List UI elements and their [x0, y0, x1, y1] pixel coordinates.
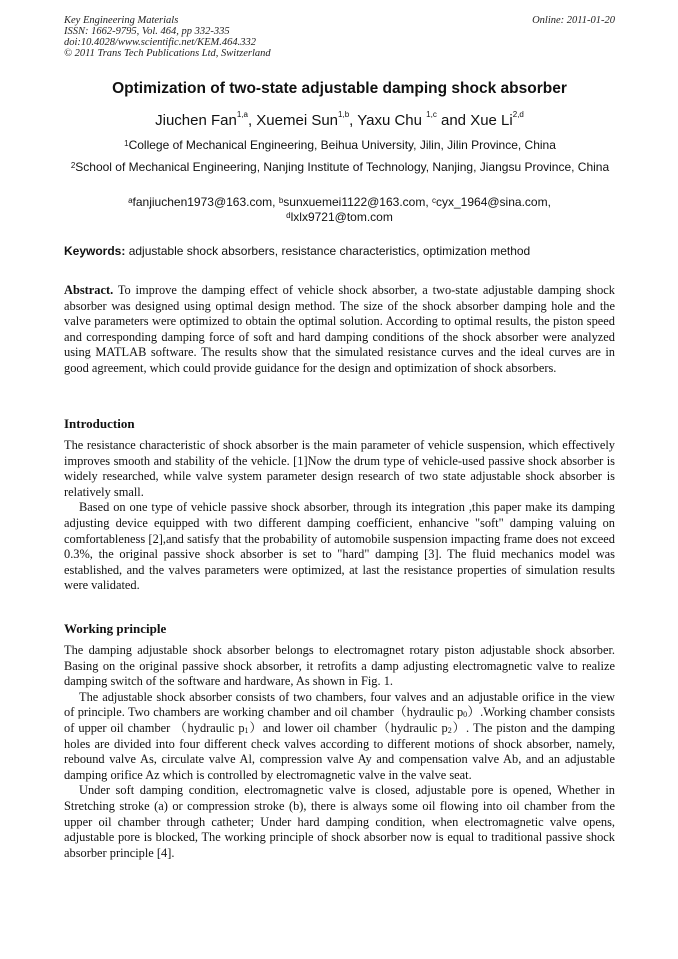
email-mark: b	[278, 196, 284, 205]
author-name: Yaxu Chu	[357, 112, 427, 129]
journal-name: Key Engineering Materials	[64, 15, 179, 26]
journal-copyright: © 2011 Trans Tech Publications Ltd, Switzerland	[64, 48, 271, 59]
affiliation-text: School of Mechanical Engineering, Nanjing Institute of Technology, Nanjing, Jiangsu Province, China	[75, 160, 610, 174]
affiliation-2	[70, 160, 610, 175]
affiliation-text: College of Mechanical Engineering, Beihua University, Jilin, Jilin Province, China	[128, 138, 556, 152]
email: fanjiuchen1973@163.com,	[132, 195, 279, 209]
section-heading-working-principle: Working principle	[64, 621, 167, 636]
author-list	[64, 112, 615, 129]
subscript: 1	[244, 725, 249, 735]
paragraph: Under soft damping condition, electromagnetic valve is closed, adjustable pore is opened, Whether in Stretching stroke (a) or compression stroke (b), there is always some oil flowing into oil chamber from the upper oil chamber through catheter; Under hard damping condition, when electromagnetic valve opens, adjustable pore is blocked, The working principle of shock absorber now is equal to traditional passive shock absorber principle [4].	[64, 783, 615, 860]
affiliation-mark: 2	[70, 161, 76, 170]
paragraph	[64, 690, 615, 784]
subscript: 0	[463, 710, 468, 720]
affiliation-mark: 1	[124, 139, 129, 148]
paragraph-text: The adjustable shock absorber consists of two chambers, four valves and an adjustable orifice in the view of principle. Two chambers are working chamber and oil chamber（hydraulic p	[64, 689, 615, 720]
author-name: Xue Li	[470, 112, 513, 129]
paragraph-text: ）. The piston and the damping holes are divided into four different check valves according to different motions of shock absorber, namely, rebound valve As, circulate valve Al, compression valve Ay and compensation valve Ab, and an adjustable damping orifice Az which is controlled by electromagnetic valve in the valve seat.	[64, 720, 615, 782]
author-affil-mark: 2,d	[512, 110, 524, 119]
author-separator: ,	[349, 112, 358, 129]
email: lxlx9721@tom.com	[290, 210, 393, 224]
author-name: Xuemei Sun	[256, 112, 339, 129]
abstract-text: To improve the damping effect of vehicle shock absorber, a two-state adjustable damping shock absorber was designed using optimal design method. The size of the shock absorber damping hole and the valve parameters were optimized to obtain the optimal solution. According to optimal results, the piston speed and corresponding damping force of soft and hard damping conditions of the shock absorber were analyzed using MATLAB software. The results show that the simulated resistance curves and the ideal curves are in good agreement, which could provide guidance for the design and optimization of shock absorbers.	[64, 283, 615, 375]
email: sunxuemei1122@163.com,	[283, 195, 432, 209]
author-affil-mark: 1,c	[426, 110, 437, 119]
section-heading-introduction: Introduction	[64, 416, 135, 431]
email-mark: a	[128, 196, 133, 205]
affiliation-1	[70, 138, 610, 153]
abstract	[64, 283, 615, 377]
paragraph: The damping adjustable shock absorber belongs to electromagnet rotary piston adjustable shock absorber. Basing on the original passive shock absorber, it retrofits a damp adjusting electromagnetic valve to realize damping switch of the software and hardware, As shown in Fig. 1.	[64, 643, 615, 689]
working-principle-body	[64, 643, 615, 861]
author-separator: ,	[247, 112, 257, 129]
online-date: Online: 2011-01-20	[532, 15, 615, 26]
author-separator: and	[436, 112, 471, 129]
keywords-label: Keywords:	[64, 244, 126, 258]
email-mark: c	[432, 196, 436, 205]
subscript: 2	[447, 725, 452, 735]
journal-doi: doi:10.4028/www.scientific.net/KEM.464.332	[64, 37, 256, 48]
journal-issn: ISSN: 1662-9795, Vol. 464, pp 332-335	[64, 26, 230, 37]
email-mark: d	[286, 211, 291, 220]
author-emails	[64, 195, 615, 225]
author-affil-mark: 1,b	[338, 110, 350, 119]
paragraph-text: ）.Working chamber consists of upper oil chamber （hydraulic p	[64, 705, 615, 735]
email: cyx_1964@sina.com,	[436, 195, 551, 209]
keywords	[64, 244, 615, 258]
abstract-label: Abstract.	[64, 283, 114, 297]
paper-title: Optimization of two-state adjustable damping shock absorber	[112, 80, 567, 97]
author-name: Jiuchen Fan	[155, 112, 237, 129]
paragraph: Based on one type of vehicle passive shock absorber, through its integration ,this paper make its damping adjusting device equipped with two different damping coefficient, enhancive "soft" damping valuing on comfortableness [2],and satisfy that the probability of automobile suspension impacting frame does not exceed 0.3%, the original passive shock absorber is set to "hard" damping [3]. The fluid mechanics model was established, and the valves parameters were optimized, at last the resistance properties of simulation results were validated.	[64, 500, 615, 593]
paragraph-text: ）and lower oil chamber（hydraulic p	[248, 720, 448, 735]
keywords-text: adjustable shock absorbers, resistance characteristics, optimization method	[125, 244, 531, 258]
paragraph: The resistance characteristic of shock absorber is the main parameter of vehicle suspension, which effectively improves smooth and stability of the vehicle. [1]Now the drum type of vehicle-used passive shock absorber is widely researched, while valve system parameter design research of two state adjustable shock absorber is relatively small.	[64, 438, 615, 499]
journal-header	[64, 15, 615, 59]
introduction-body	[64, 438, 615, 594]
author-affil-mark: 1,a	[236, 110, 248, 119]
